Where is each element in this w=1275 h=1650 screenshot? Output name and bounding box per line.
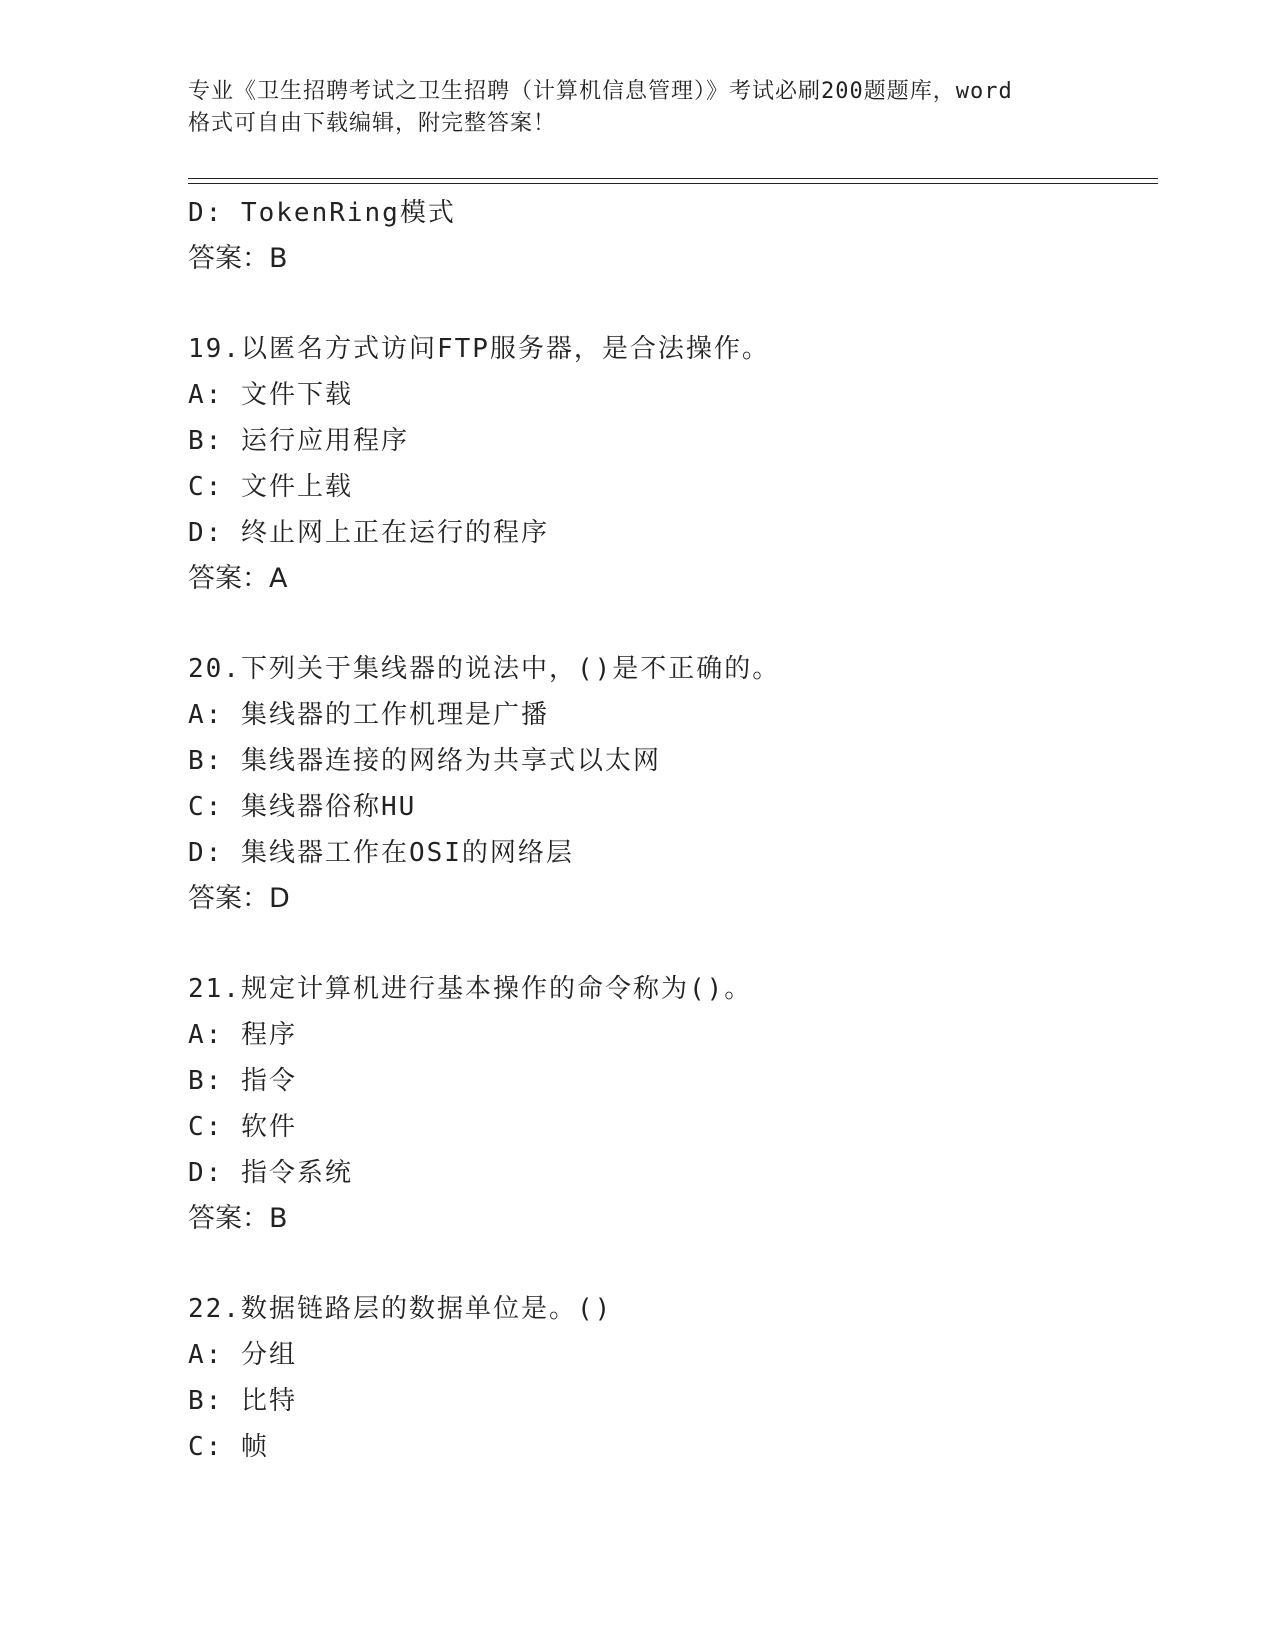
header-divider-bottom [188,183,1158,184]
option-c: C: 帧 [188,1432,269,1462]
previous-question-tail [188,190,1158,282]
answer-line: 答案：D [188,883,290,914]
question-stem: 19.以匿名方式访问FTP服务器，是合法操作。 [188,334,770,364]
question-19 [188,326,1158,602]
option-b: B: 集线器连接的网络为共享式以太网 [188,746,661,776]
spacer [188,282,1158,326]
option-d: D: 终止网上正在运行的程序 [188,518,549,548]
header-line-1: 专业《卫生招聘考试之卫生招聘（计算机信息管理）》考试必刷200题题库，word [188,79,1013,104]
question-20 [188,646,1158,922]
option-b: B: 比特 [188,1386,297,1416]
spacer [188,922,1158,966]
header-divider-top [188,178,1158,179]
option-d: D: 指令系统 [188,1158,353,1188]
header-line-2: 格式可自由下载编辑，附完整答案！ [188,111,557,136]
option-b: B: 运行应用程序 [188,426,409,456]
option-d: D: TokenRing模式 [188,198,456,228]
question-21 [188,966,1158,1242]
option-b: B: 指令 [188,1066,297,1096]
question-stem: 21.规定计算机进行基本操作的命令称为()。 [188,974,753,1004]
option-a: A: 分组 [188,1340,297,1370]
option-c: C: 文件上载 [188,472,353,502]
option-a: A: 程序 [188,1020,297,1050]
answer-line: 答案：B [188,1203,288,1234]
answer-line: 答案：B [188,243,288,274]
option-a: A: 集线器的工作机理是广播 [188,700,549,730]
document-header [188,76,1088,140]
spacer [188,1242,1158,1286]
answer-line: 答案：A [188,563,288,594]
option-d: D: 集线器工作在OSI的网络层 [188,838,574,868]
option-c: C: 软件 [188,1112,297,1142]
option-c: C: 集线器俗称HU [188,792,417,822]
spacer [188,602,1158,646]
question-22 [188,1286,1158,1470]
option-a: A: 文件下载 [188,380,353,410]
question-list [188,190,1158,1470]
question-stem: 22.数据链路层的数据单位是。() [188,1294,613,1324]
question-stem: 20.下列关于集线器的说法中，()是不正确的。 [188,654,781,684]
